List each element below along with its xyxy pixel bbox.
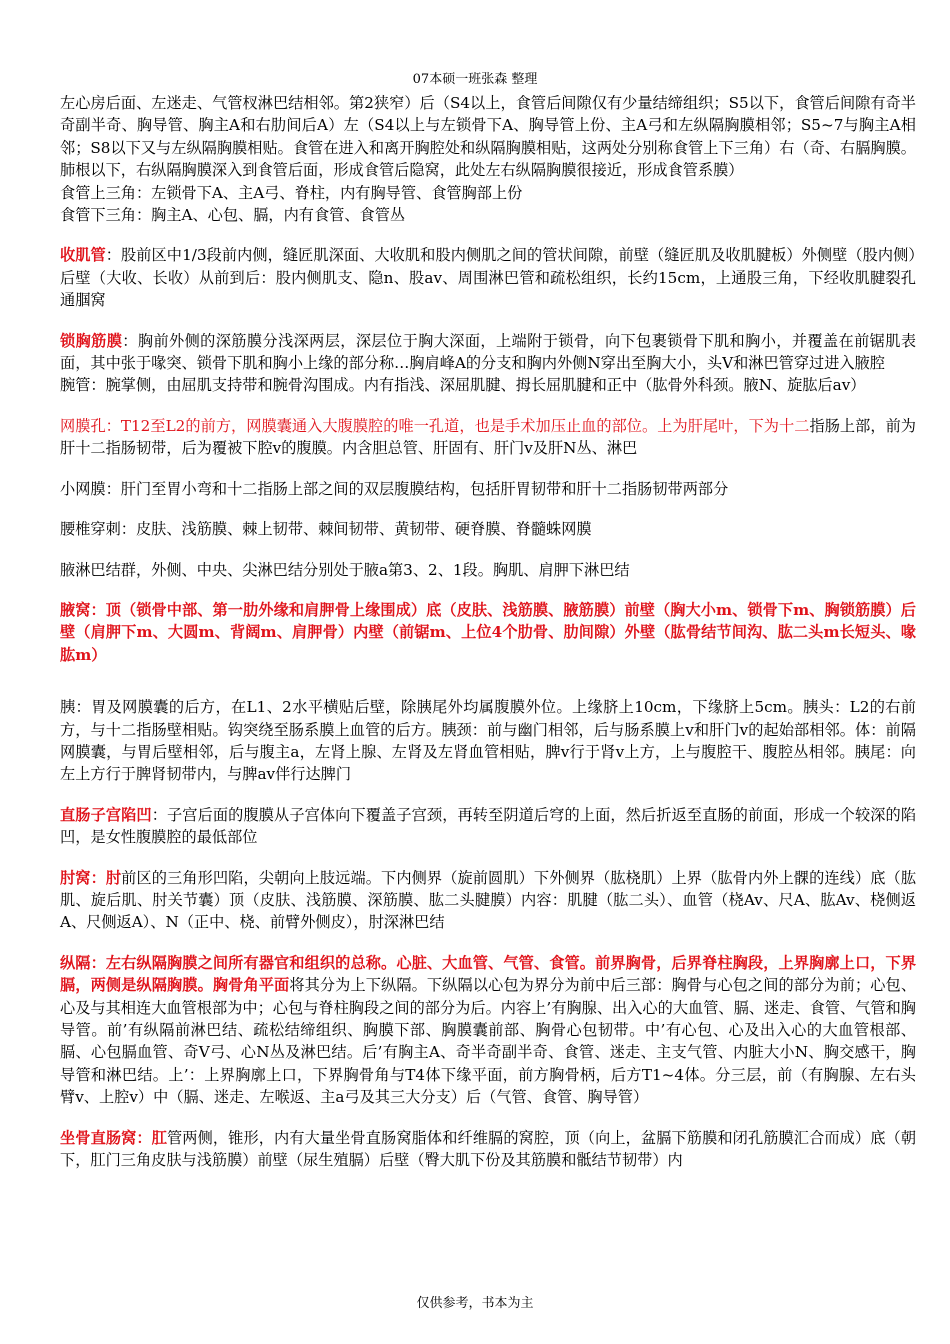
paragraph-pancreas: 胰：胃及网膜囊的后方，在L1、2水平横贴后壁，除胰尾外均属腹膜外位。上缘脐上10cm，下缘脐上5cm。胰头：L2的右前方，与十二指肠壁相贴。钩突绕至肠系膜上血管的后方。胰颈：前与幽门相邻，后与肠系膜上v和肝门v的起始部相邻。体：前隔网膜囊，与胃后壁相邻，后与腹主a，左肾上腺、左肾及左肾血管相贴，脾v行于肾v上方，上与腹腔干、腹腔丛相邻。胰尾：向左上方行于脾肾韧带内，与脾av伴行达脾门 [60,698,916,784]
paragraph-cubital-fossa [60,867,916,934]
term-mediastinum: 纵隔：左右纵隔胸膜之间所有器官和组织的总称。心脏、大血管、气管、食管。前界胸骨，后界脊柱胸段，上界胸廓上口，下界膈，两侧是纵隔胸膜。胸骨角平面 [60,953,916,995]
page-header: 07本硕一班张森 整理 [412,72,538,87]
paragraph-axillary-lymph-nodes: 腋淋巴结群，外侧、中央、尖淋巴结分别处于腋a第3、2、1段。胸肌、肩胛下淋巴结 [60,560,630,579]
term-omental-foramen: 网膜孔：T12至L2的前方，网膜囊通入大腹膜腔的唯一孔道，也是手术加压止血的部位。上为肝尾叶，下为十二 [60,416,810,435]
paragraph-omental-foramen [60,415,916,460]
term-ischioanal-fossa: 坐骨直肠窝：肛 [60,1128,168,1147]
paragraph-lumbar-puncture: 腰椎穿刺：皮肤、浅筋膜、棘上韧带、棘间韧带、黄韧带、硬脊膜、脊髓蛛网膜 [60,520,592,539]
paragraph-lower-esophageal-triangle: 食管下三角：胸主A、心包、膈，内有食管、食管丛 [60,206,406,225]
text-cubital-fossa: 前区的三角形凹陷，尖朝向上肢远端。下内侧界（旋前圆肌）下外侧界（肱桡肌）上界（肱骨内外上髁的连线）底（肱肌、旋后肌、肘关节囊）顶（皮肤、浅筋膜、深筋膜、肱二头腱膜）内容：肌腱（肱二头）、血管（桡Av、尺A、肱Av、桡侧返A、尺侧返A）、N（正中、桡、前臂外侧皮），肘深淋巴结 [60,868,917,932]
term-rectouterine-pouch: 直肠子宫陷凹 [60,805,152,824]
term-clavipectoral-fascia: 锁胸筋膜 [60,331,123,350]
document-body [60,92,916,1189]
term-adductor-canal: 收肌管 [60,246,106,265]
text-omental-foramen: 指肠上部，前为肝十二指肠韧带，后为覆被下腔v的腹膜。内含胆总管、肝固有、肝门v及肝N丛、淋巴 [60,416,916,458]
paragraph-adductor-canal [60,244,916,311]
paragraph-axilla: 腋窝：顶（锁骨中部、第一肋外缘和肩胛骨上缘围成）底（皮肤、浅筋膜、腋筋膜）前壁（胸大小m、锁骨下m、胸锁筋膜）后壁（肩胛下m、大圆m、背阔m、肩胛骨）内壁（前锯m、上位4个肋骨、肋间隙）外壁（肱骨结节间沟、肱二头m长短头、喙肱m） [60,600,916,664]
page-footer: 仅供参考，书本为主 [416,1296,534,1311]
text-rectouterine-pouch: ：子宫后面的腹膜从子宫体向下覆盖子宫颈，再转至阴道后穹的上面，然后折返至直肠的前面，形成一个较深的陷凹，是女性腹膜腔的最低部位 [60,805,917,847]
paragraph-mediastinum [60,952,916,1109]
paragraph-esophagus-relations: 左心房后面、左迷走、气管杈淋巴结相邻。第2狭窄）后（S4以上，食管后间隙仅有少量结缔组织；S5以下，食管后间隙有奇半奇副半奇、胸导管、胸主A和右肋间后A）左（S4以上与左锁骨下A、胸导管上份、主A弓和左纵隔胸膜相邻；S5~7与胸主A相邻；S8以下又与左纵隔胸膜相贴。食管在进入和离开胸腔处和纵隔胸膜相贴，这两处分别称食管上下三角）右（奇、右膈胸膜。肺根以下，右纵隔胸膜深入到食管后面，形成食管后隐窝，此处左右纵隔胸膜很接近，形成食管系膜） [60,94,916,180]
paragraph-rectouterine-pouch [60,804,916,849]
term-cubital-fossa: 肘窝：肘 [60,868,122,887]
paragraph-clavipectoral-fascia [60,330,916,375]
text-clavipectoral-fascia: ：胸前外侧的深筋膜分浅深两层，深层位于胸大深面，上端附于锁骨，向下包裹锁骨下肌和胸小，并覆盖在前锯肌表面，其中张于喙突、锁骨下肌和胸小上缘的部分称…胸肩峰A的分支和胸内外侧N穿出至胸大小，头V和淋巴管穿过进入腋腔 [60,331,917,373]
text-mediastinum: 将其分为上下纵隔。下纵隔以心包为界分为前中后三部：胸骨与心包之间的部分为前；心包、心及与其相连大血管根部为中；心包与脊柱胸段之间的部分为后。内容上’有胸腺、出入心的大血管、膈、迷走、食管、气管和胸导管。前’有纵隔前淋巴结、疏松结缔组织、胸膜下部、胸膜囊前部、胸骨心包韧带。中’有心包、心及出入心的大血管根部、膈、心包膈血管、奇V弓、心N丛及淋巴结。后’有胸主A、奇半奇副半奇、食管、迷走、主支气管、内脏大小N、胸交感干，胸导管和淋巴结。上’：上界胸廓上口，下界胸骨角与T4体下缘平面，前方胸骨柄，后方T1~4体。分三层，前（有胸腺、左右头臂v、上腔v）中（膈、迷走、左喉返、主a弓及其三大分支）后（气管、食管、胸导管） [60,976,917,1107]
paragraph-ischioanal-fossa [60,1127,916,1172]
text-ischioanal-fossa: 管两侧，锥形，内有大量坐骨直肠窝脂体和纤维膈的窝腔，顶（向上，盆膈下筋膜和闭孔筋膜汇合而成）底（朝下，肛门三角皮肤与浅筋膜）前壁（尿生殖膈）后壁（臀大肌下份及其筋膜和骶结节韧带）内 [60,1128,917,1170]
paragraph-lesser-omentum: 小网膜：肝门至胃小弯和十二指肠上部之间的双层腹膜结构，包括肝胃韧带和肝十二指肠韧带两部分 [60,479,729,498]
paragraph-carpal-tunnel: 腕管：腕掌侧，由屈肌支持带和腕骨沟围成。内有指浅、深屈肌腱、拇长屈肌腱和正中（肱骨外科颈。腋N、旋肱后av） [60,376,866,395]
text-adductor-canal: ：股前区中1/3段前内侧，缝匠肌深面、大收肌和股内侧肌之间的管状间隙，前壁（缝匠肌及收肌腱板）外侧壁（股内侧）后壁（大收、长收）从前到后：股内侧肌支、隐n、股av、周围淋巴管和疏松组织，长约15cm，上通股三角，下经收肌腱裂孔通腘窝 [60,246,917,310]
paragraph-upper-esophageal-triangle: 食管上三角：左锁骨下A、主A弓、脊柱，内有胸导管、食管胸部上份 [60,183,523,202]
